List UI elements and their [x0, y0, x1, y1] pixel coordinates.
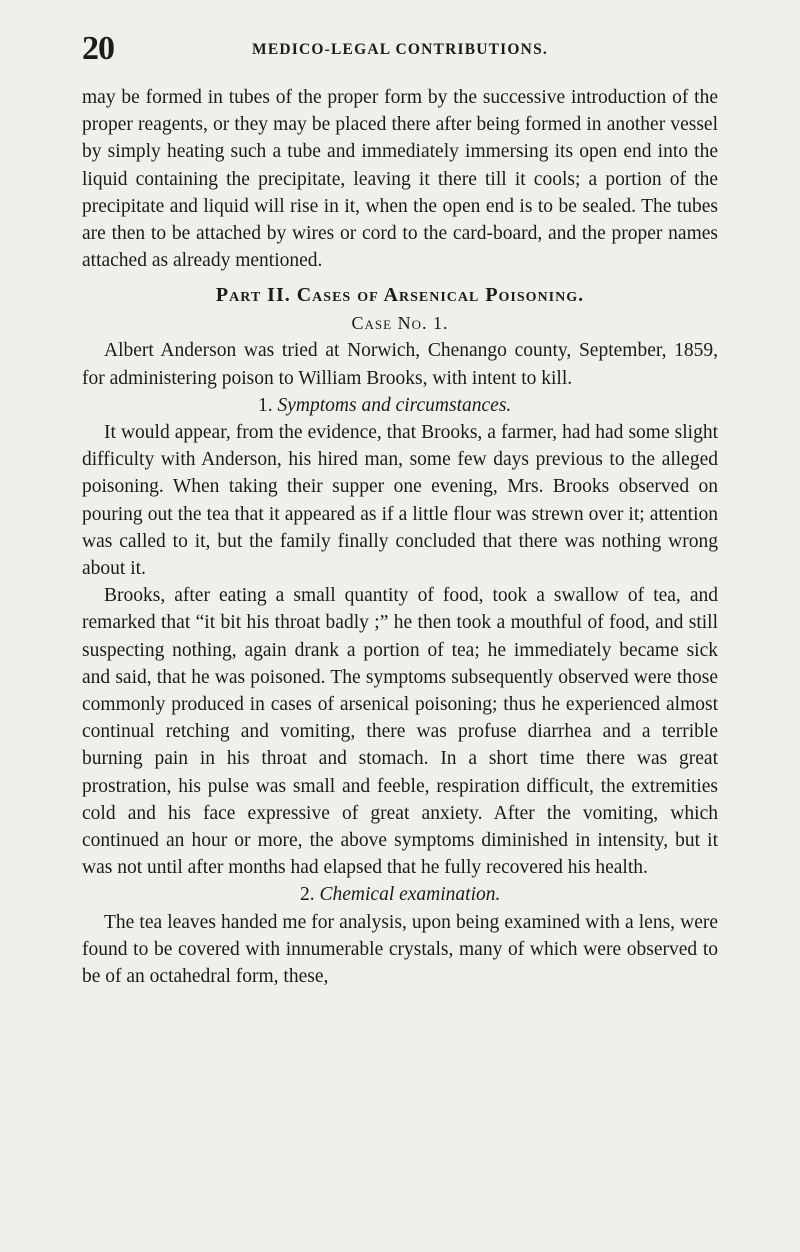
page-header	[82, 30, 718, 70]
section-title: Chemical examination.	[319, 884, 501, 906]
running-head: MEDICO-LEGAL CONTRIBUTIONS.	[252, 41, 548, 58]
section-heading-symptoms	[82, 392, 718, 419]
section-number: 2.	[300, 884, 315, 906]
case-heading: Case No. 1.	[351, 313, 449, 334]
paragraph-symptoms: Brooks, after eating a small quantity of food, took a swallow of tea, and remarked that “it bit his throat badly ;” he then took a mouthful of food, and still suspecting nothing, again drank a portion of tea; he immediately became sick and said, that he was poisoned. The symptoms subsequently observed were those commonly produced in cases of arsenical poisoning; thus he experienced almost continual retching and vomiting, there was profuse diarrhea and a terrible burning pain in his throat and stomach. In a short time there was great prostration, his pulse was small and feeble, respiration difficult, the extremities cold and his face expressive of great anxiety. After the vomiting, which continued an hour or more, the above symptoms diminished in intensity, but it was not until after months had elapsed that he fully recovered his health.	[82, 585, 718, 879]
page-number: 20	[82, 30, 114, 67]
paragraph-evidence: It would appear, from the evidence, that Brooks, a farmer, had had some slight difficulty with Anderson, his hired man, some few days previous to the alleged poisoning. When taking their supper one evening, Mrs. Brooks observed on pouring out the tea that it appeared as if a little flour was strewn over it; attention was called to it, but the family finally concluded that there was nothing wrong about it.	[82, 422, 718, 580]
section-number: 1.	[258, 394, 273, 416]
part-heading: Part II. Cases of Arsenical Poisoning.	[215, 284, 585, 307]
section-heading-chemical	[82, 881, 718, 908]
paragraph-tea-leaves: The tea leaves handed me for analysis, upon being examined with a lens, were found to be covered with innumerable crystals, many of which were observed to be of an octahedral form, these,	[82, 911, 718, 988]
paragraph-intro: Albert Anderson was tried at Norwich, Chenango county, September, 1859, for administering poison to William Brooks, with intent to kill.	[82, 340, 718, 389]
page-body	[82, 84, 718, 990]
paragraph-continued: may be formed in tubes of the proper form by the successive introduction of the proper reagents, or they may be placed there after being formed in another vessel by simply heating such a tube and immediately immersing its open end into the liquid containing the precipitate, leaving it there till it cools; a portion of the precipitate and liquid will rise in it, when the open end is to be sealed. The tubes are then to be attached by wires or cord to the card-board, and the proper names attached as already mentioned.	[82, 87, 718, 272]
section-title: Symptoms and circumstances.	[277, 394, 512, 416]
